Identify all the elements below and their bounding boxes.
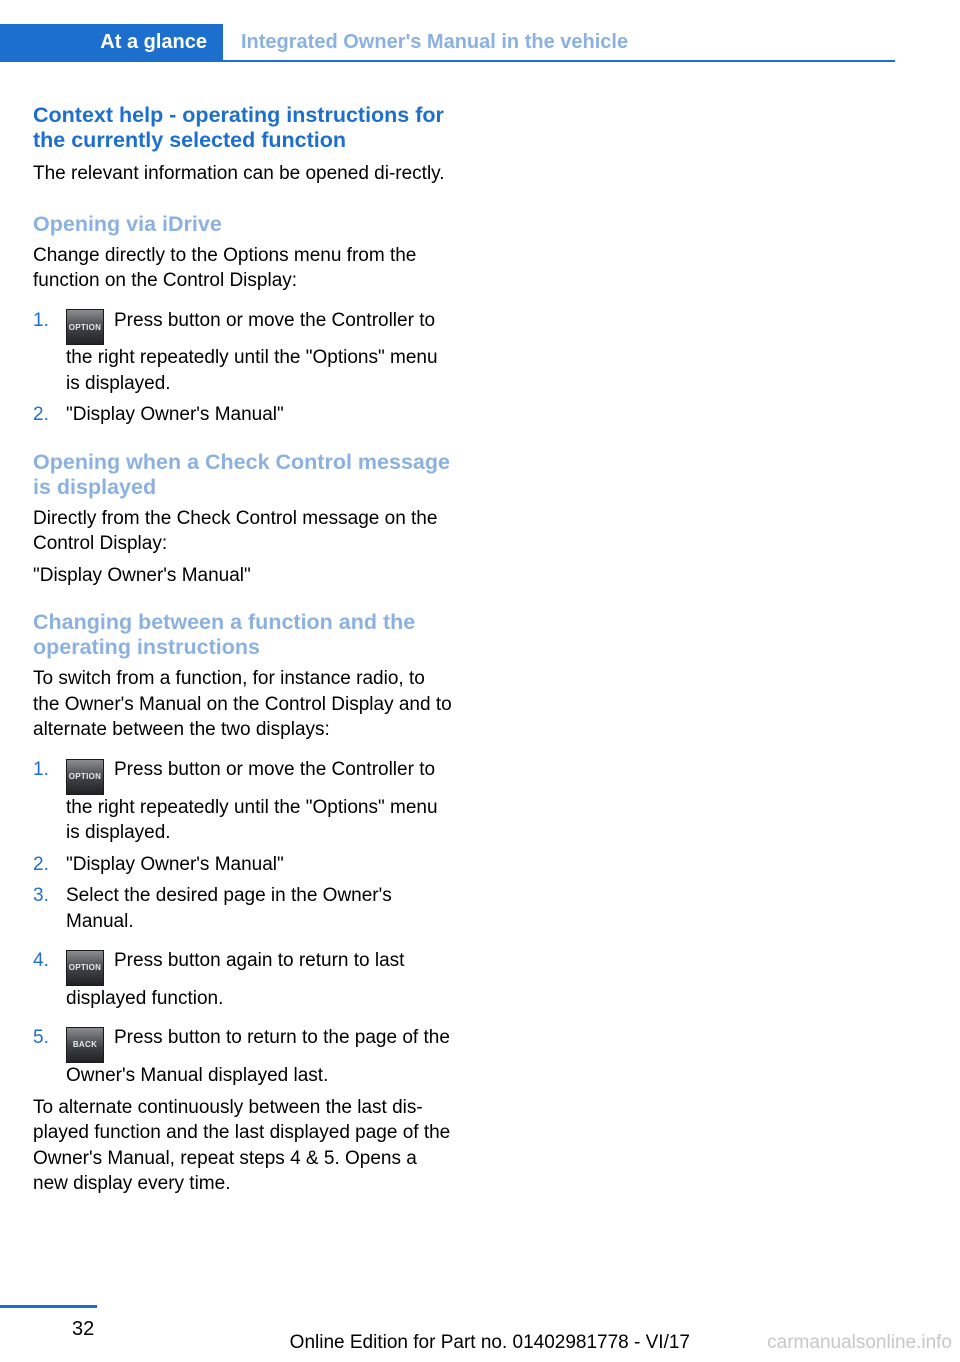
step-text: Press button or move the Controller to the right repeatedly until the "Options" menu is displayed. [66,758,438,843]
idrive-steps [33,308,453,428]
step-number: 5. [33,1027,49,1049]
tab-at-a-glance[interactable]: At a glance [0,24,223,60]
tab-integrated-owners-manual[interactable]: Integrated Owner's Manual in the vehicle [241,30,629,53]
step-text: Press button to return to the page of the Owner's Manual displayed last. [66,1027,450,1086]
changing-closing-text: To alternate continuously between the last dis-played function and the last displayed page of the Owner's Manual, repeat steps 4 & 5. Opens a new display every time. [33,1096,451,1194]
list-item [33,757,453,846]
page-header [0,24,895,62]
heading-changing-function: Changing between a function and the operating instructions [33,610,416,660]
step-text: "Display Owner's Manual" [66,853,284,875]
edition-text: Online Edition for Part no. 01402981778 - VI/17 [289,1332,690,1353]
context-help-text: The relevant information can be opened di-rectly. [33,163,445,184]
heading-opening-via-idrive: Opening via iDrive [33,211,222,236]
watermark-text: carmanualsonline.info [767,1332,952,1353]
heading-opening-check-control: Opening when a Check Control message is displayed [33,449,450,499]
page-number: 32 [72,1318,95,1340]
header-rule [0,60,895,62]
option-button-icon: OPTION [66,309,104,345]
list-item [33,1025,453,1088]
changing-steps [33,757,453,1089]
footer-rule [0,1305,97,1308]
heading-context-help: Context help - operating instructions for the currently selected function [33,103,444,152]
changing-intro-text: To switch from a function, for instance radio, to the Owner's Manual on the Control Display and to alternate between the two displays: [33,668,452,741]
main-content [33,103,453,1197]
step-number: 2. [33,853,49,875]
check-control-text: Directly from the Check Control message on the Control Display: [33,507,438,555]
list-item [33,852,453,878]
step-number: 1. [33,309,49,331]
step-text: Select the desired page in the Owner's Manual. [66,885,392,932]
step-number: 3. [33,885,49,906]
step-text: Press button or move the Controller to the right repeatedly until the "Options" menu is displayed. [66,309,438,394]
step-number: 2. [33,404,49,426]
list-item [33,308,453,397]
list-item [33,883,453,934]
idrive-intro-text: Change directly to the Options menu from the function on the Control Display: [33,244,417,291]
list-item [33,402,453,428]
step-number: 1. [33,758,49,780]
step-text: Press button again to return to last displayed function. [66,950,405,1009]
step-text: "Display Owner's Manual" [66,404,284,426]
check-control-menu-text: "Display Owner's Manual" [33,564,251,586]
option-button-icon: OPTION [66,759,104,795]
back-button-icon: BACK [66,1027,104,1063]
option-button-icon: OPTION [66,950,104,986]
step-number: 4. [33,950,49,971]
list-item [33,948,453,1011]
